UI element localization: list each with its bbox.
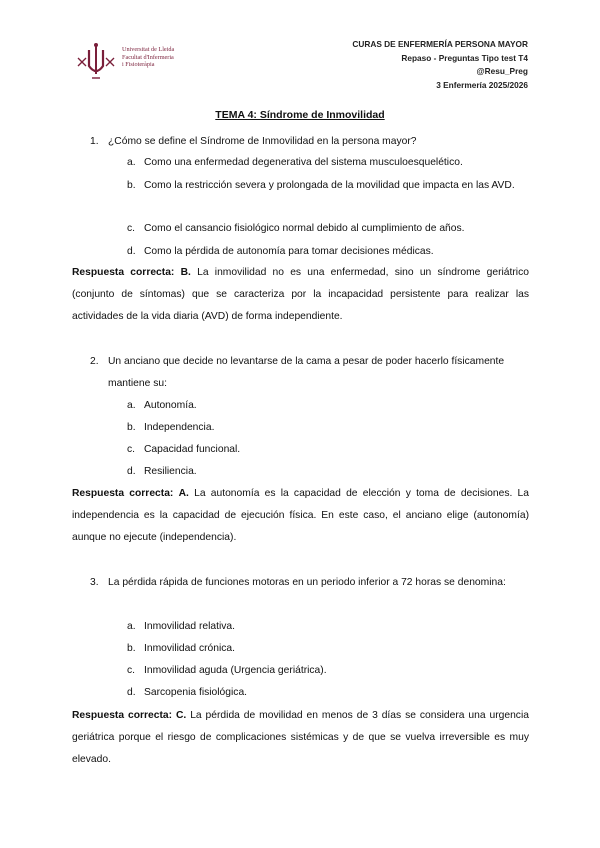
option-2b bbox=[127, 417, 529, 439]
question-number: 3. bbox=[90, 577, 99, 588]
course-name: CURAS DE ENFERMERÍA PERSONA MAYOR bbox=[352, 39, 528, 49]
question-number: 2. bbox=[90, 356, 99, 367]
option-letter: b. bbox=[127, 180, 136, 191]
answer-explanation: La inmovilidad no es una enfermedad, sino un síndrome geriátrico (conjunto de síntomas) que se caracteriza por la incapacidad persistente para realizar las actividades de la vida diaria (AVD) de forma independiente. bbox=[72, 267, 529, 322]
question-1 bbox=[90, 131, 530, 153]
option-1a bbox=[127, 152, 529, 174]
option-text: Como la pérdida de autonomía para tomar decisiones médicas. bbox=[144, 246, 434, 257]
question-number: 1. bbox=[90, 136, 99, 147]
document-header bbox=[352, 38, 528, 92]
answer-1 bbox=[72, 262, 529, 328]
option-text: Independencia. bbox=[144, 422, 215, 433]
option-letter: a. bbox=[127, 621, 136, 632]
option-text: Como una enfermedad degenerativa del sistema musculoesquelético. bbox=[144, 157, 463, 168]
option-3a bbox=[127, 616, 529, 638]
university-logo bbox=[74, 40, 194, 84]
question-stem: La pérdida rápida de funciones motoras en un periodo inferior a 72 horas se denomina: bbox=[108, 577, 506, 588]
university-crest-icon bbox=[74, 40, 118, 84]
question-3 bbox=[90, 572, 530, 594]
logo-text bbox=[122, 46, 174, 69]
logo-line: Universitat de Lleida bbox=[122, 46, 175, 53]
option-3c bbox=[127, 660, 529, 682]
option-text: Inmovilidad relativa. bbox=[144, 621, 235, 632]
option-text: Capacidad funcional. bbox=[144, 444, 241, 455]
option-letter: a. bbox=[127, 400, 136, 411]
option-letter: d. bbox=[127, 466, 136, 477]
question-stem: ¿Cómo se define el Síndrome de Inmovilidad en la persona mayor? bbox=[108, 136, 417, 147]
question-2 bbox=[90, 351, 530, 394]
option-text: Sarcopenia fisiológica. bbox=[144, 687, 248, 698]
option-letter: b. bbox=[127, 422, 136, 433]
logo-line: i Fisioteràpia bbox=[122, 61, 155, 69]
question-stem: Un anciano que decide no levantarse de la cama a pesar de poder hacerlo físicamente mantiene su: bbox=[108, 356, 505, 389]
academic-year: 3 Enfermería 2025/2026 bbox=[436, 79, 528, 90]
option-1d bbox=[127, 241, 529, 263]
option-letter: c. bbox=[127, 665, 136, 676]
option-letter: d. bbox=[127, 246, 136, 257]
option-letter: c. bbox=[127, 223, 136, 234]
option-2d bbox=[127, 461, 529, 483]
author-handle: @Resu_Preg bbox=[476, 66, 528, 76]
option-text: Autonomía. bbox=[144, 400, 197, 411]
option-3b bbox=[127, 638, 529, 660]
page-title: TEMA 4: Síndrome de Inmovilidad bbox=[215, 109, 385, 121]
answer-letter: B. bbox=[180, 267, 191, 278]
answer-3 bbox=[72, 705, 529, 771]
option-1c bbox=[127, 218, 529, 240]
option-text: Inmovilidad crónica. bbox=[144, 643, 235, 654]
option-letter: c. bbox=[127, 444, 136, 455]
document-subtitle: Repaso - Preguntas Tipo test T4 bbox=[401, 52, 528, 63]
option-text: Inmovilidad aguda (Urgencia geriátrica). bbox=[144, 665, 327, 676]
answer-label: Respuesta correcta: bbox=[72, 488, 174, 499]
option-2a bbox=[127, 395, 529, 417]
answer-label: Respuesta correcta: bbox=[72, 267, 175, 278]
option-letter: d. bbox=[127, 687, 136, 698]
option-text: Resiliencia. bbox=[144, 466, 197, 477]
option-2c bbox=[127, 439, 529, 461]
option-3d bbox=[127, 682, 529, 704]
answer-label: Respuesta correcta: bbox=[72, 710, 173, 721]
answer-explanation: La pérdida de movilidad en menos de 3 días se considera una urgencia geriátrica porque el riesgo de complicaciones sistémicas y de que se vuelva irreversible es muy elevado. bbox=[72, 710, 529, 765]
option-letter: a. bbox=[127, 157, 136, 168]
answer-letter: A. bbox=[178, 488, 189, 499]
answer-2 bbox=[72, 483, 529, 549]
option-text: Como el cansancio fisiológico normal debido al cumplimiento de años. bbox=[144, 223, 465, 234]
option-1b bbox=[127, 175, 529, 197]
option-letter: b. bbox=[127, 643, 136, 654]
logo-line: Facultat d'Infermeria bbox=[122, 53, 174, 61]
answer-letter: C. bbox=[175, 710, 187, 721]
option-text: Como la restricción severa y prolongada de la movilidad que impacta en las AVD. bbox=[144, 180, 515, 191]
answer-explanation: La autonomía es la capacidad de elección y toma de decisiones. La independencia es la capacidad de ejecución física. En este caso, el anciano elige (autonomía) aunque no ejecute (independencia). bbox=[72, 488, 529, 543]
